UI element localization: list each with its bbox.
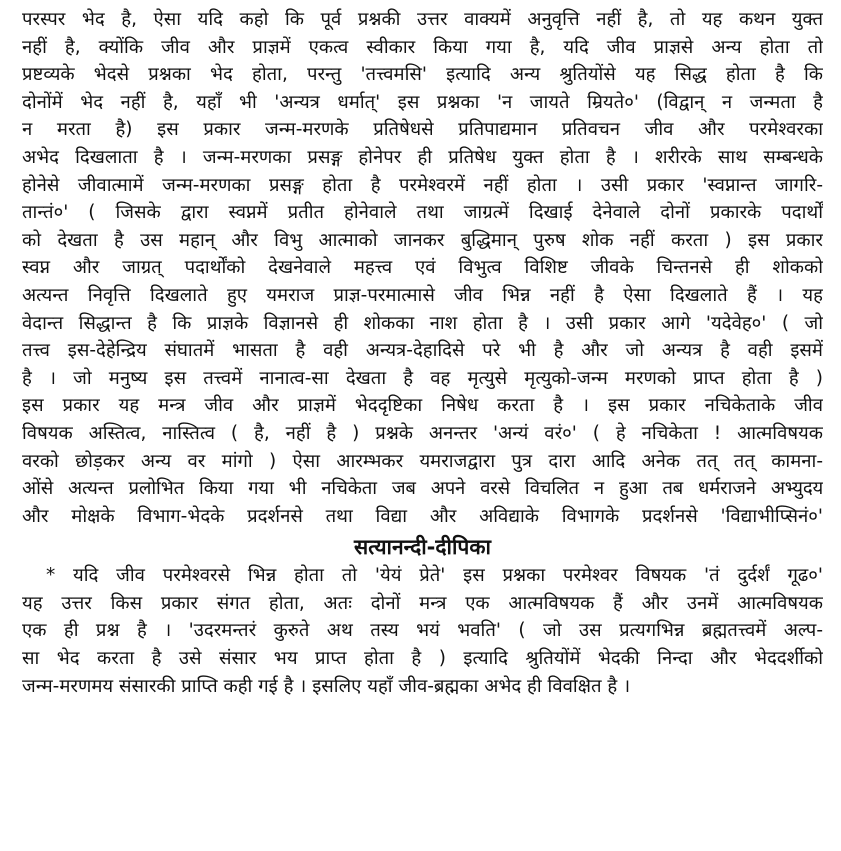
main-text-block xyxy=(22,6,823,530)
main-text-line: परस्पर भेद है, ऐसा यदि कहो कि पूर्व प्रश्नकी उत्तर वाक्यमें अनुवृत्ति नहीं है, तो यह कथन युक्त xyxy=(22,9,823,30)
footnote-line: सा भेद करता है उसे संसार भय प्राप्त होता है ) इत्यादि श्रुतियोंमें भेदकी निन्दा और भेददर्शीको xyxy=(22,648,823,670)
main-text-line: न मरता है) इस प्रकार जन्म-मरणके प्रतिषेधसे प्रतिपाद्यमान प्रतिवचन जीव और परमेश्वरका xyxy=(22,119,823,141)
footnote-line: एक ही प्रश्न है । 'उदरमन्तरं कुरुते अथ तस्य भयं भवति' ( जो उस प्रत्यगभिन्न ब्रह्मतत्त्वमें अल्प- xyxy=(22,620,823,642)
main-text-line: अत्यन्त निवृत्ति दिखलाते हुए यमराज प्राज्ञ-परमात्मासे जीव भिन्न नहीं है ऐसा दिखलाते हैं । यह xyxy=(22,284,823,306)
main-text-line: प्रष्टव्यके भेदसे प्रश्नका भेद होता, परन्तु 'तत्त्वमसि' इत्यादि अन्य श्रुतियोंसे यह सिद्ध होता है कि xyxy=(22,64,823,86)
main-text-line: ओंसे अत्यन्त प्रलोभित किया गया भी नचिकेता जब अपने वरसे विचलित न हुआ तब धर्मराजने अभ्युदय xyxy=(22,478,823,500)
main-text-line: वरको छोड़कर अन्य वर मांगो ) ऐसा आरम्भकर यमराजद्वारा पुत्र दारा आदि अनेक तत् तत् कामना- xyxy=(22,450,823,472)
main-text-line: और मोक्षके विभाग-भेदके प्रदर्शनसे तथा विद्या और अविद्याके विभागके प्रदर्शनसे 'विद्याभीप्सिनं०' xyxy=(22,505,823,527)
main-text-line: स्वप्न और जाग्रत् पदार्थोंको देखनेवाले महत्त्व एवं विभुत्व विशिष्ट जीवके चिन्तनसे ही शोकको xyxy=(22,257,823,279)
footnote-line: यह उत्तर किस प्रकार संगत होता, अतः दोनों मन्त्र एक आत्मविषयक हैं और उनमें आत्मविषयक xyxy=(22,592,823,614)
main-text-line: होनेसे जीवात्मामें जन्म-मरणका प्रसङ्ग होता है परमेश्वरमें नहीं होता । उसी प्रकार 'स्वप्नान्त जागरि- xyxy=(22,174,823,196)
main-text-line: अभेद दिखलाता है । जन्म-मरणका प्रसङ्ग होनेपर ही प्रतिषेध युक्त होता है । शरीरके साथ सम्बन्धके xyxy=(22,146,823,168)
main-text-line: विषयक अस्तित्व, नास्तित्व ( है, नहीं है ) प्रश्नके अनन्तर 'अन्यं वरं०' ( हे नचिकेता ! आत्मविषयक xyxy=(22,422,823,444)
main-text-line: तान्तं०' ( जिसके द्वारा स्वप्नमें प्रतीत होनेवाले तथा जाग्रत्में दिखाई देनेवाले दोनों प्रकारके पदार्थों xyxy=(22,202,823,224)
section-heading: सत्यानन्दी-दीपिका xyxy=(354,535,491,560)
main-text-line: नहीं है, क्योंकि जीव और प्राज्ञमें एकत्व स्वीकार किया गया है, यदि जीव प्राज्ञसे अन्य होता तो xyxy=(22,36,823,58)
main-text-line: तत्त्व इस-देहेन्द्रिय संघातमें भासता है वही अन्यत्र-देहादिसे परे भी है और जो अन्यत्र है वही इसमें xyxy=(22,340,823,362)
main-text-line: दोनोंमें भेद नहीं है, यहाँ भी 'अन्यत्र धर्मात्' इस प्रश्नका 'न जायते म्रियते०' (विद्वान् न जन्मता है xyxy=(22,91,823,113)
footnote-block xyxy=(22,562,823,700)
main-text-line: वेदान्त सिद्धान्त है कि प्राज्ञके विज्ञानसे ही शोकका नाश होता है । उसी प्रकार आगे 'यदेवेह०' ( जो xyxy=(22,312,823,334)
footnote-line: जन्म-मरणमय संसारकी प्राप्ति कही गई है । इसलिए यहाँ जीव-ब्रह्मका अभेद ही विवक्षित है । xyxy=(22,675,631,697)
main-text-line: इस प्रकार यह मन्त्र जीव और प्राज्ञमें भेददृष्टिका निषेध करता है । इस प्रकार नचिकेताके जीव xyxy=(22,395,823,417)
main-text-line: है । जो मनुष्य इस तत्त्वमें नानात्व-सा देखता है वह मृत्युसे मृत्युको-जन्म मरणको प्राप्त होता है ) xyxy=(22,367,823,389)
main-text-line: को देखता है उस महान् और विभु आत्माको जानकर बुद्धिमान् पुरुष शोक नहीं करता ) इस प्रकार xyxy=(22,229,823,251)
footnote-line: * यदि जीव परमेश्वरसे भिन्न होता तो 'येयं प्रेते' इस प्रश्नका परमेश्वर विषयक 'तं दुर्दर्शं गूढ०' xyxy=(46,565,823,587)
